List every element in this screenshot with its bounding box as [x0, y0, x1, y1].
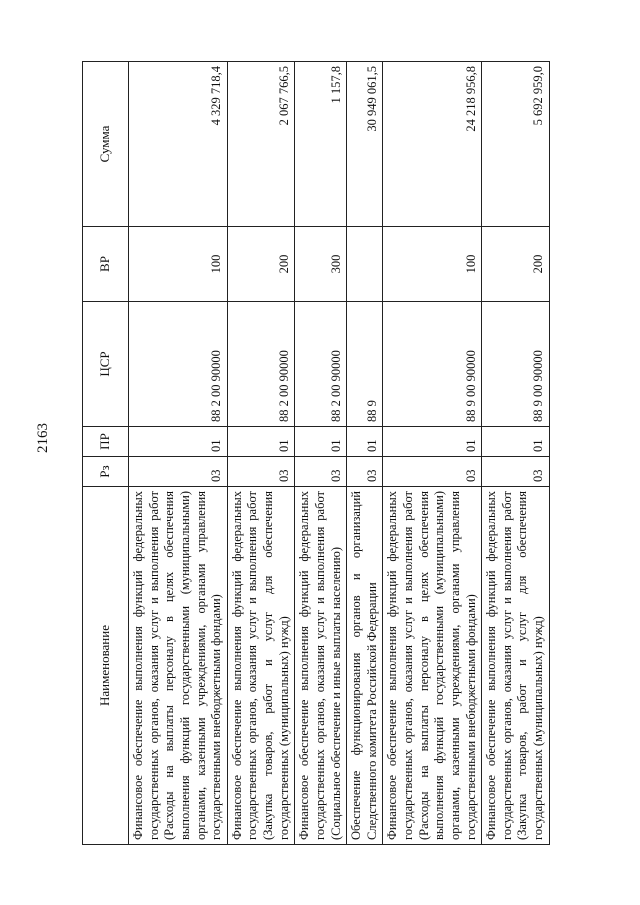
row-sum: 5 692 959,0	[482, 62, 550, 227]
row-sum: 4 329 718,4	[129, 62, 228, 227]
rotated-table-container	[82, 62, 587, 845]
row-csr: 88 2 00 90000	[129, 302, 228, 427]
row-rz: 03	[295, 457, 347, 487]
row-pr: 01	[347, 427, 383, 457]
row-sum: 24 218 956,8	[383, 62, 482, 227]
row-rz: 03	[482, 457, 550, 487]
row-csr: 88 9	[347, 302, 383, 427]
row-vr	[347, 227, 383, 302]
row-name: Финансовое обеспечение выполнения функций федеральных государственных органов, оказания услуг и выполнения работ (Расходы на выплаты персоналу в целях обеспечения выполнения функций государственными (муниципальными) органами, казенными учреждениями, органами управления государственными внебюджетными фондами)	[129, 487, 228, 845]
header-rz: Рз	[83, 457, 129, 487]
row-pr: 01	[482, 427, 550, 457]
header-name: Наименование	[83, 487, 129, 845]
row-rz: 03	[129, 457, 228, 487]
table-row	[482, 62, 550, 845]
row-sum: 1 157,8	[295, 62, 347, 227]
row-rz: 03	[227, 457, 295, 487]
table-row	[227, 62, 295, 845]
row-vr: 300	[295, 227, 347, 302]
table-header-row	[83, 62, 129, 845]
budget-table	[82, 61, 550, 845]
row-name: Финансовое обеспечение выполнения функций федеральных государственных органов, оказания услуг и выполнения работ (Закупка товаров, работ и услуг для обеспечения государственных (муниципальных) нужд)	[482, 487, 550, 845]
row-rz: 03	[347, 457, 383, 487]
page-number: 2163	[35, 423, 51, 453]
row-vr: 200	[482, 227, 550, 302]
header-vr: ВР	[83, 227, 129, 302]
row-pr: 01	[227, 427, 295, 457]
table-row	[295, 62, 347, 845]
row-pr: 01	[383, 427, 482, 457]
header-csr: ЦСР	[83, 302, 129, 427]
table-row	[129, 62, 228, 845]
row-sum: 2 067 766,5	[227, 62, 295, 227]
row-vr: 100	[383, 227, 482, 302]
table-row	[347, 62, 383, 845]
row-csr: 88 2 00 90000	[295, 302, 347, 427]
table-row	[383, 62, 482, 845]
row-name: Финансовое обеспечение выполнения функций федеральных государственных органов, оказания услуг и выполнения работ (Расходы на выплаты персоналу в целях обеспечения выполнения функций государственными (муниципальными) органами, казенными учреждениями, органами управления государственными внебюджетными фондами)	[383, 487, 482, 845]
row-vr: 100	[129, 227, 228, 302]
row-sum: 30 949 061,5	[347, 62, 383, 227]
row-rz: 03	[383, 457, 482, 487]
row-name: Финансовое обеспечение выполнения функций федеральных государственных органов, оказания услуг и выполнения работ (Социальное обеспечение и иные выплаты населению)	[295, 487, 347, 845]
row-name: Обеспечение функционирования органов и организаций Следственного комитета Российской Федерации	[347, 487, 383, 845]
row-csr: 88 9 00 90000	[383, 302, 482, 427]
row-csr: 88 9 00 90000	[482, 302, 550, 427]
row-name: Финансовое обеспечение выполнения функций федеральных государственных органов, оказания услуг и выполнения работ (Закупка товаров, работ и услуг для обеспечения государственных (муниципальных) нужд)	[227, 487, 295, 845]
row-pr: 01	[129, 427, 228, 457]
row-pr: 01	[295, 427, 347, 457]
header-pr: ПР	[83, 427, 129, 457]
header-sum: Сумма	[83, 62, 129, 227]
row-csr: 88 2 00 90000	[227, 302, 295, 427]
row-vr: 200	[227, 227, 295, 302]
